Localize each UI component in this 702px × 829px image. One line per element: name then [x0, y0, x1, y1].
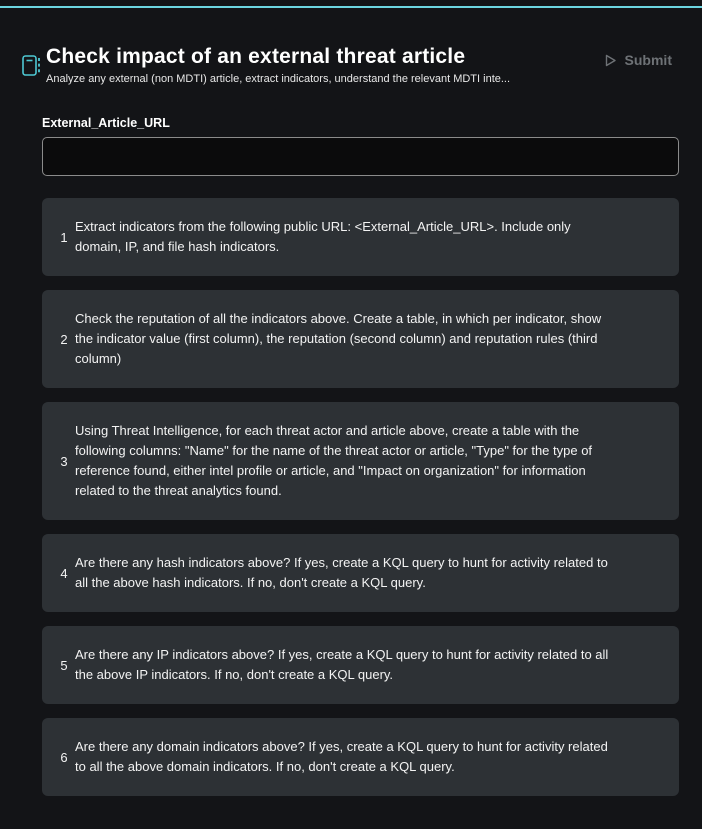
step-text: Check the reputation of all the indicators above. Create a table, in which per indicator, show the indicator value (first column), the reputation (second column) and reputation rules (third column)	[75, 311, 602, 366]
prompt-step-6[interactable]	[42, 718, 679, 796]
step-text: Extract indicators from the following public URL: <External_Article_URL>. Include only domain, IP, and file hash indicators.	[75, 219, 571, 254]
title-block	[46, 44, 510, 86]
step-number: 2	[60, 331, 68, 347]
promptbook-header	[0, 44, 702, 86]
promptbook-icon	[20, 53, 42, 84]
step-text: Are there any hash indicators above? If yes, create a KQL query to hunt for activity related to all the above hash indicators. If no, don't create a KQL query.	[75, 555, 608, 590]
submit-button[interactable]	[603, 52, 672, 68]
play-icon	[603, 53, 618, 68]
parameter-label: External_Article_URL	[42, 116, 170, 130]
step-number: 6	[60, 749, 68, 765]
header-left	[20, 44, 510, 86]
step-number: 1	[60, 229, 68, 245]
step-text: Are there any domain indicators above? If yes, create a KQL query to hunt for activity related to all the above domain indicators. If no, don't create a KQL query.	[75, 739, 608, 774]
prompt-step-5[interactable]	[42, 626, 679, 704]
step-number: 5	[60, 657, 68, 673]
prompt-step-1[interactable]	[42, 198, 679, 276]
top-accent-line	[0, 6, 702, 8]
step-number: 4	[60, 565, 68, 581]
page-subtitle: Analyze any external (non MDTI) article, extract indicators, understand the relevant MDTI inte...	[46, 73, 511, 85]
prompt-step-2[interactable]	[42, 290, 679, 388]
step-text: Using Threat Intelligence, for each threat actor and article above, create a table with the following columns: "Name" for the name of the threat actor or article, "Type" for the type of reference found, either intel profile or article, and "Impact on organization" for information related to the threat analytics found.	[75, 423, 593, 498]
submit-label: Submit	[624, 52, 672, 68]
external-article-url-input[interactable]	[42, 137, 679, 176]
parameter-section	[42, 116, 679, 176]
prompt-steps-list	[42, 198, 679, 796]
step-number: 3	[60, 453, 68, 469]
prompt-step-4[interactable]	[42, 534, 679, 612]
page-title: Check impact of an external threat article	[46, 45, 466, 68]
step-text: Are there any IP indicators above? If yes, create a KQL query to hunt for activity related to all the above IP indicators. If no, don't create a KQL query.	[75, 647, 609, 682]
prompt-step-3[interactable]	[42, 402, 679, 520]
